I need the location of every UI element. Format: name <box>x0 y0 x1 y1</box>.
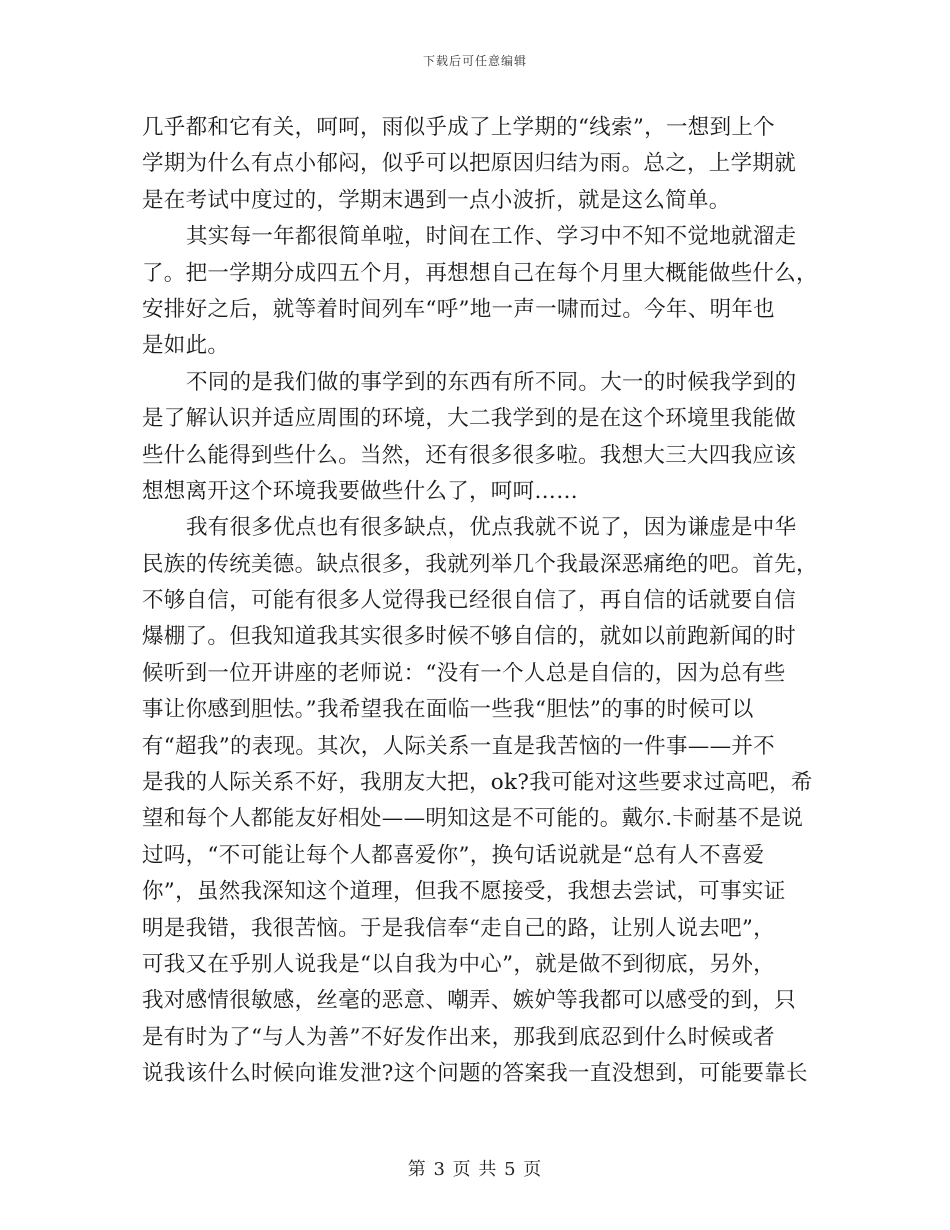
body-line: 是在考试中度过的，学期末遇到一点小波折，就是这么简单。 <box>142 187 731 213</box>
body-line: 不够自信，可能有很多人觉得我已经很自信了，再自信的话就要自信 <box>142 588 797 614</box>
body-line: 几乎都和它有关，呵呵，雨似乎成了上学期的“线索”，一想到上个 <box>142 115 775 140</box>
body-line: 过吗，“不可能让每个人都喜爱你”，换句话说就是“总有人不喜爱 <box>142 842 765 868</box>
body-line: 你”，虽然我深知这个道理，但我不愿接受，我想去尝试，可事实证 <box>142 879 786 905</box>
body-line: 是我的人际关系不好，我朋友大把，ok?我可能对这些要求过高吧，希 <box>142 770 813 796</box>
body-line: 学期为什么有点小郁闷，似乎可以把原因归结为雨。总之，上学期就 <box>142 151 797 177</box>
paragraph-start-line: 不同的是我们做的事学到的东西有所不同。大一的时候我学到的 <box>186 369 797 395</box>
body-line: 是如此。 <box>142 333 230 359</box>
body-line: 想想离开这个环境我要做些什么了，呵呵…… <box>142 478 579 504</box>
body-line: 民族的传统美德。缺点很多，我就列举几个我最深恶痛绝的吧。首先， <box>142 551 818 577</box>
page-number-footer: 第 3 页 共 5 页 <box>407 1159 543 1180</box>
paragraph-start-line: 我有很多优点也有很多缺点，优点我就不说了，因为谦虚是中华 <box>186 515 797 541</box>
page-header: 下载后可任意编辑 <box>422 54 527 68</box>
body-line: 有“超我”的表现。其次，人际关系一直是我苦恼的一件事——并不 <box>142 733 775 759</box>
body-line: 安排好之后，就等着时间列车“呼”地一声一啸而过。今年、明年也 <box>142 296 775 322</box>
body-line: 了。把一学期分成四五个月，再想想自己在每个月里大概能做些什么， <box>142 260 818 286</box>
body-line: 望和每个人都能友好相处——明知这是不可能的。戴尔.卡耐基不是说 <box>142 806 804 832</box>
body-line: 明是我错，我很苦恼。于是我信奉“走自己的路，让别人说去吧”， <box>142 915 775 941</box>
body-line: 候听到一位开讲座的老师说：“没有一个人总是自信的，因为总有些 <box>142 660 786 686</box>
body-line: 是有时为了“与人为善”不好发作出来，那我到底忍到什么时候或者 <box>142 1024 775 1050</box>
body-line: 些什么能得到些什么。当然，还有很多很多啦。我想大三大四我应该 <box>142 442 797 468</box>
document-body <box>142 110 818 1093</box>
body-line: 我对感情很敏感，丝毫的恶意、嘲弄、嫉妒等我都可以感受的到，只 <box>142 988 797 1014</box>
body-line: 爆棚了。但我知道我其实很多时候不够自信的，就如以前跑新闻的时 <box>142 624 797 650</box>
body-line: 事让你感到胆怯。”我希望我在面临一些我“胆怯”的事的时候可以 <box>142 697 754 723</box>
body-line: 是了解认识并适应周围的环境，大二我学到的是在这个环境里我能做 <box>142 406 797 432</box>
paragraph-start-line: 其实每一年都很简单啦，时间在工作、学习中不知不觉地就溜走 <box>186 224 797 250</box>
body-line: 可我又在乎别人说我是“以自我为中心”，就是做不到彻底，另外， <box>142 951 775 977</box>
body-line: 说我该什么时候向谁发泄?这个问题的答案我一直没想到，可能要靠长 <box>142 1061 808 1087</box>
